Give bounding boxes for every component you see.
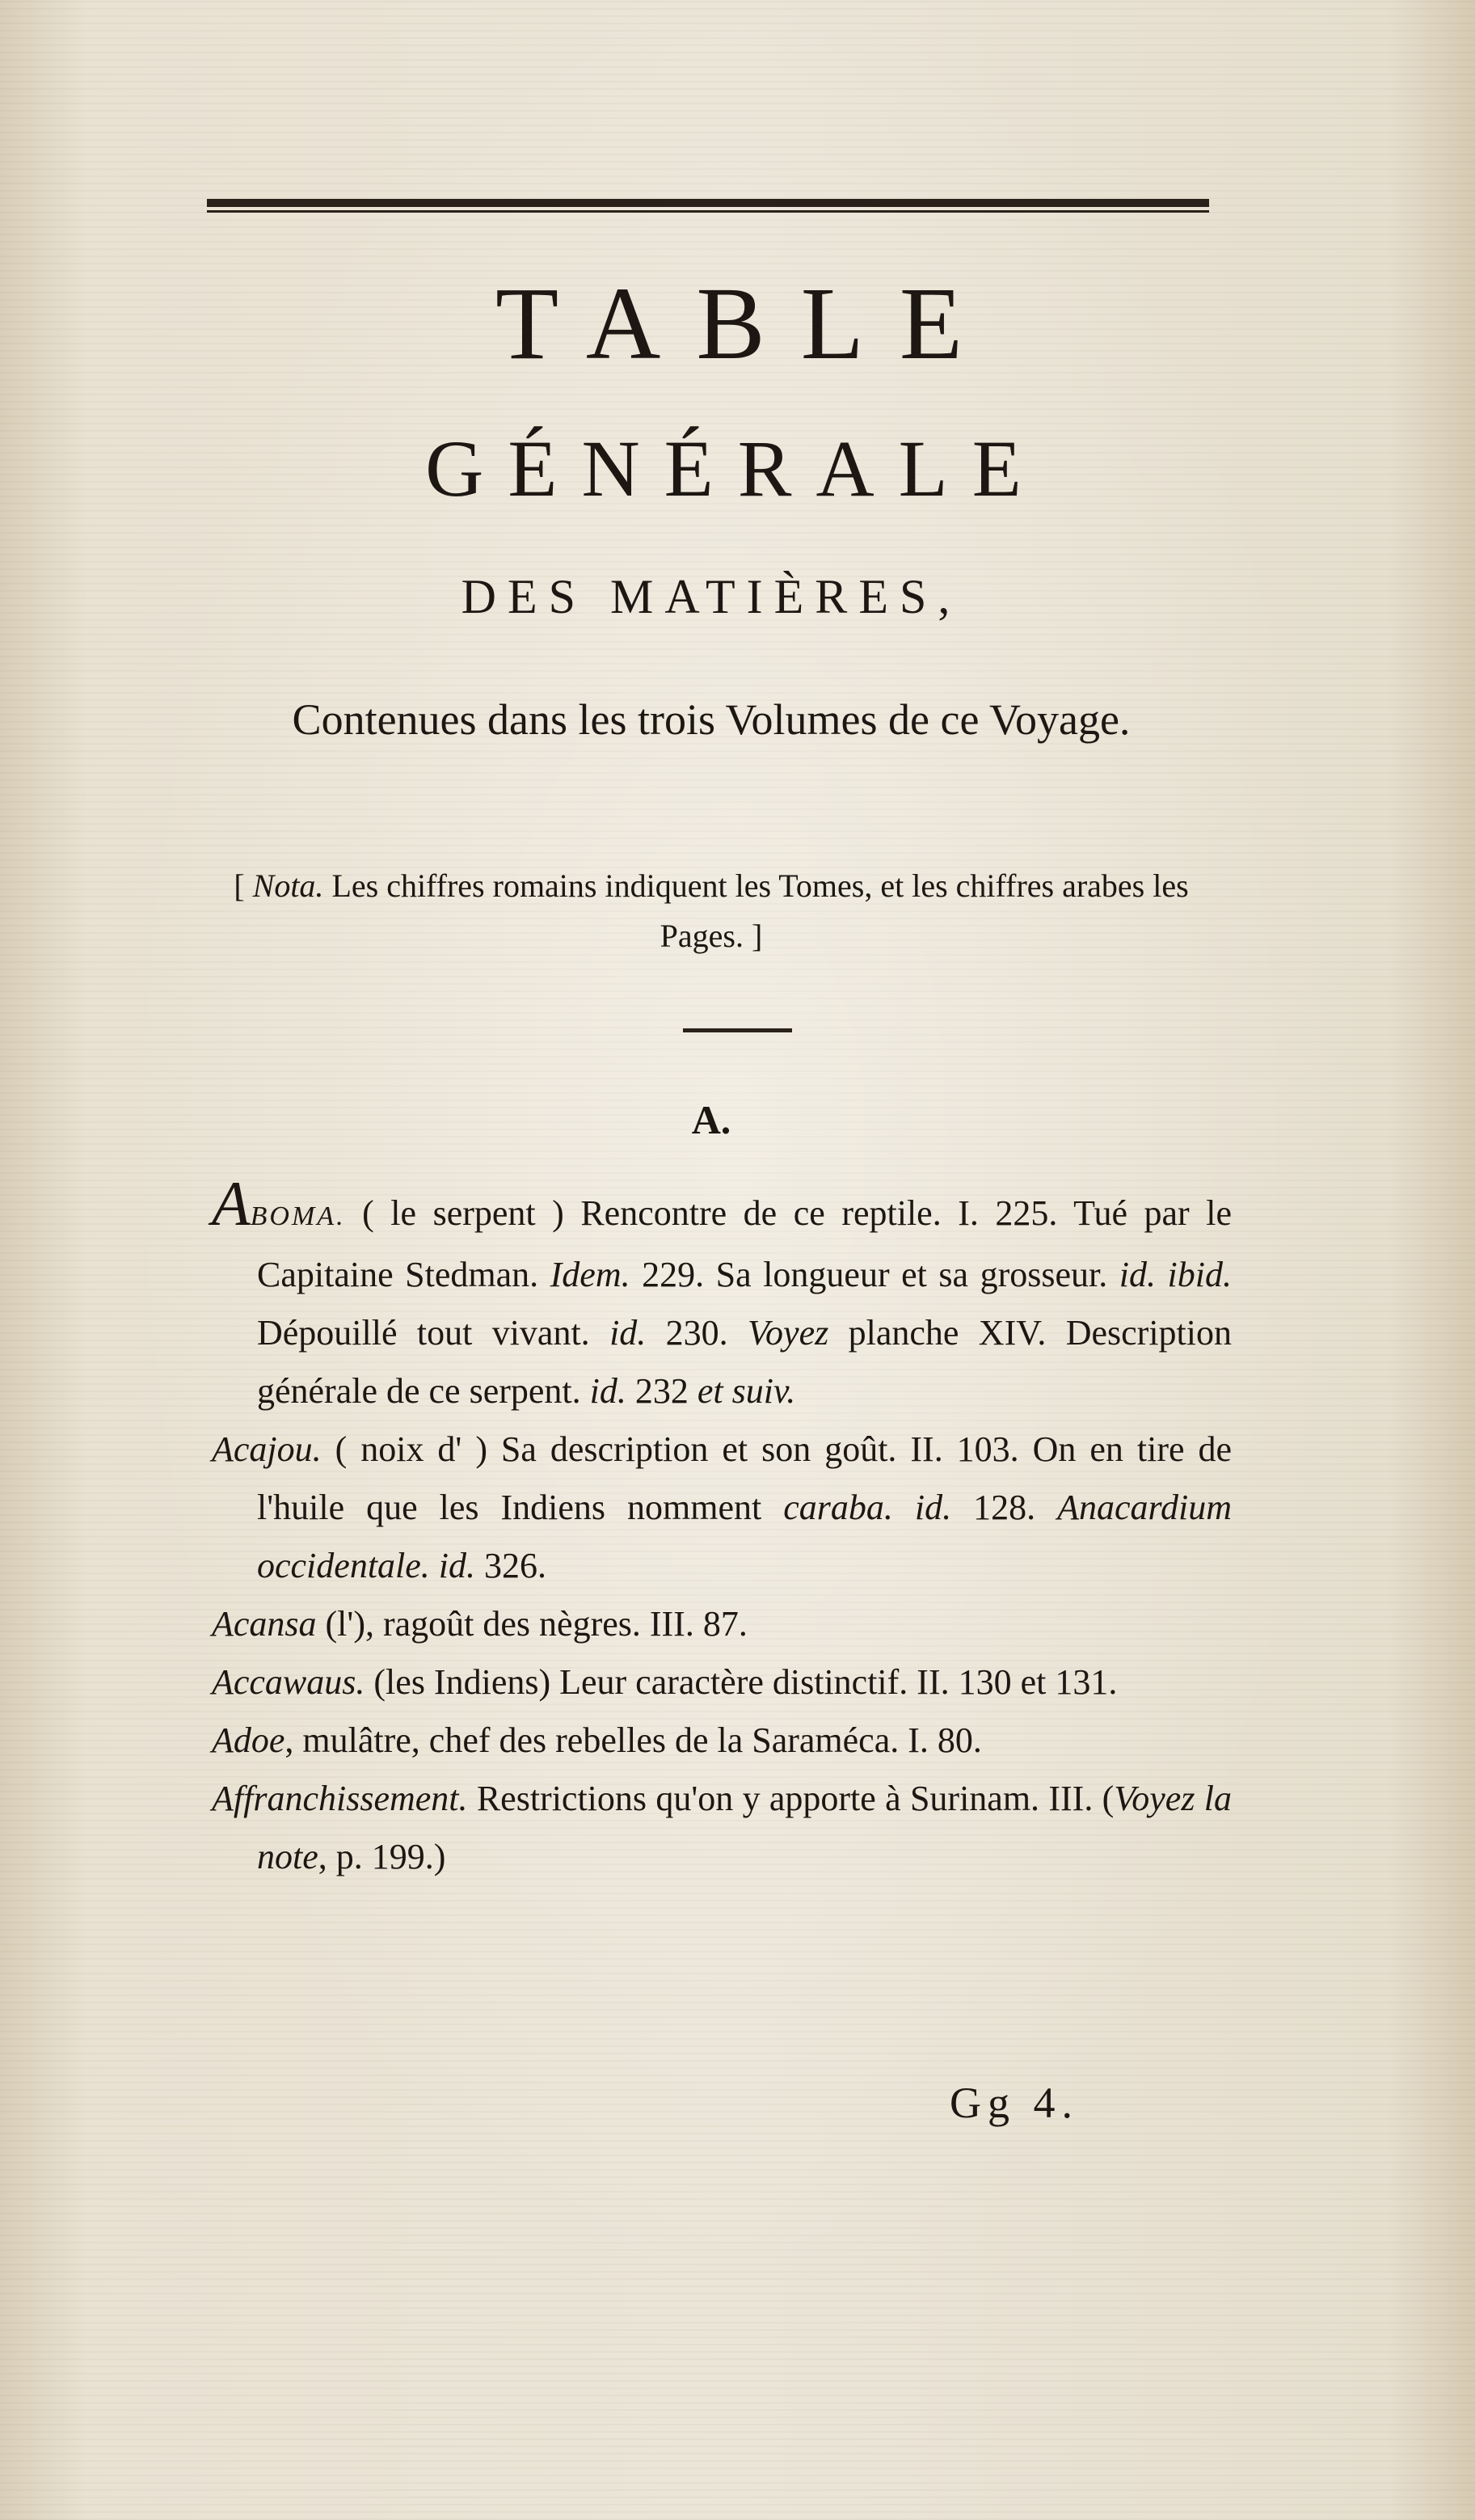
entry-head: Acajou. [212, 1429, 322, 1469]
entry-part: ( le serpent ) Rencontre de ce reptile. I. 225. Tué par le Capitaine Stedman. [257, 1193, 1232, 1294]
title-line-1: TABLE [495, 266, 999, 381]
section-letter: A. [691, 1097, 731, 1142]
entry-part: id. [609, 1313, 647, 1353]
entry-part: id. [589, 1371, 626, 1411]
entry-part: Voyez la note [257, 1779, 1232, 1876]
entry-part: 128. [951, 1488, 1058, 1527]
entry-head: BOMA. [250, 1201, 346, 1231]
top-double-rule [207, 199, 1209, 207]
index-entry-accawaus [212, 1653, 1232, 1712]
entry-head: Adoe [212, 1720, 285, 1760]
index-entries [212, 1168, 1232, 1886]
entry-part: Restrictions qu'on y apporte à Surinam. III. ( [467, 1779, 1115, 1818]
entry-head: Acansa [212, 1604, 317, 1644]
catchword: Gg 4. [950, 2079, 1079, 2127]
entry-part: planche XIV. Description générale de ce serpent. [257, 1313, 1232, 1411]
nota-close-bracket: ] [752, 918, 763, 954]
entry-part: (les Indiens) Leur caractère distinctif. II. 130 et 131. [365, 1662, 1118, 1702]
nota-label: Nota. [252, 867, 324, 904]
index-entry-acajou [212, 1420, 1232, 1595]
nota-text: Les chiffres romains indiquent les Tomes, et les chiffres arabes les Pages. [323, 867, 1189, 954]
entry-part: ( noix d' ) Sa description et son goût. II. 103. On en tire de l'huile que les Indiens nomment [257, 1429, 1232, 1527]
title-line-3: DES MATIÈRES, [461, 570, 962, 623]
index-entry-affranchissement [212, 1770, 1232, 1886]
entry-part: 326. [475, 1546, 547, 1585]
index-entry-adoe [212, 1712, 1232, 1770]
entry-head: Accawaus. [212, 1662, 365, 1702]
nota-block [202, 861, 1220, 961]
entry-part: Idem. [550, 1255, 630, 1294]
index-entry-aboma [212, 1168, 1232, 1420]
entry-part: Anacardium occidentale. id. [257, 1488, 1232, 1585]
title-subtitle: Contenues dans les trois Volumes de ce Voyage. [292, 695, 1131, 744]
index-entry-acansa [212, 1595, 1232, 1653]
entry-part: , mulâtre, chef des rebelles de la Saraméca. I. 80. [284, 1720, 982, 1760]
entry-part: id. ibid. [1119, 1255, 1232, 1294]
entry-part: (l'), ragoût des nègres. III. 87. [316, 1604, 748, 1644]
entry-part: 229. Sa longueur et sa grosseur. [630, 1255, 1119, 1294]
title-line-2: GÉNÉRALE [425, 424, 1046, 513]
entry-part: , p. 199.) [318, 1837, 446, 1876]
short-divider-rule [683, 1028, 792, 1032]
entry-part: 232 [626, 1371, 697, 1411]
entry-part: et suiv. [697, 1371, 796, 1411]
nota-open-bracket: [ [234, 867, 245, 904]
entry-drop-cap: A [212, 1168, 251, 1239]
entry-part: 230. [646, 1313, 748, 1353]
entry-part: caraba. id. [783, 1488, 952, 1527]
entry-part: Dépouillé tout vivant. [257, 1313, 610, 1353]
entry-part: Voyez [748, 1313, 829, 1353]
entry-head: Affranchissement. [212, 1779, 468, 1818]
